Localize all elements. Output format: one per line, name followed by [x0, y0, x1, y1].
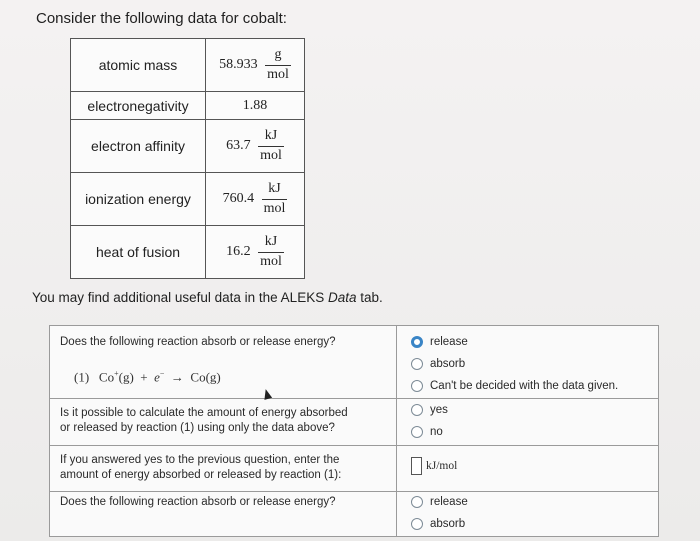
- question-column: [50, 326, 397, 536]
- radio-release-2[interactable]: [411, 496, 423, 508]
- unit-denominator: mol: [267, 66, 289, 82]
- row-label: heat of fusion: [71, 226, 206, 279]
- value-number: 16.2: [226, 244, 251, 259]
- radio-yes[interactable]: [411, 404, 423, 416]
- question-absorb-release: Does the following reaction absorb or release energy?: [60, 336, 336, 348]
- radio-absorb[interactable]: [411, 358, 423, 370]
- option-release[interactable]: release: [411, 336, 468, 348]
- question-panel: [49, 325, 659, 537]
- table-row: [71, 120, 305, 173]
- row-value: [206, 226, 305, 279]
- data-tab-link[interactable]: Data: [327, 290, 357, 305]
- value-number: 1.88: [242, 97, 268, 113]
- energy-answer-field[interactable]: [411, 457, 457, 475]
- option-absorb-2[interactable]: absorb: [411, 518, 465, 530]
- question-calculable: Is it possible to calculate the amount of energy absorbed or released by reaction (1) using only the data above?: [60, 407, 348, 434]
- unit-numerator: g: [274, 47, 282, 63]
- energy-input[interactable]: [411, 457, 422, 475]
- option-cant-decide[interactable]: Can't be decided with the data given.: [411, 380, 618, 392]
- unit-fraction: [258, 234, 284, 269]
- radio-no[interactable]: [411, 426, 423, 438]
- table-row: [71, 173, 305, 226]
- row-label: atomic mass: [71, 39, 206, 92]
- option-absorb[interactable]: absorb: [411, 358, 465, 370]
- value-number: 63.7: [226, 138, 251, 153]
- question-absorb-release-2: Does the following reaction absorb or release energy?: [60, 496, 336, 508]
- table-row: [71, 92, 305, 120]
- table-row: [71, 39, 305, 92]
- question-enter-amount: If you answered yes to the previous question, enter the amount of energy absorbed or released by reaction (1):: [60, 454, 342, 481]
- unit-label: kJ/mol: [426, 460, 458, 472]
- unit-denominator: mol: [260, 147, 282, 163]
- value-number: 760.4: [222, 191, 255, 206]
- radio-release[interactable]: [411, 336, 423, 348]
- option-no[interactable]: no: [411, 426, 443, 438]
- answer-column: [397, 326, 658, 536]
- cobalt-data-table: [70, 38, 305, 279]
- table-row: [71, 226, 305, 279]
- reaction-equation: (1) Co+(g) + e− → Co(g): [74, 369, 221, 385]
- row-value: [206, 173, 305, 226]
- row-value: [206, 39, 305, 92]
- row-label: electronegativity: [71, 92, 206, 120]
- data-tab-note: You may find additional useful data in the ALEKS Data tab.: [32, 290, 383, 305]
- unit-fraction: [258, 128, 284, 163]
- page-heading: Consider the following data for cobalt:: [36, 10, 287, 27]
- unit-denominator: mol: [260, 253, 282, 269]
- unit-numerator: kJ: [264, 234, 278, 250]
- option-yes[interactable]: yes: [411, 404, 448, 416]
- radio-cant-decide[interactable]: [411, 380, 423, 392]
- option-release-2[interactable]: release: [411, 496, 468, 508]
- row-label: electron affinity: [71, 120, 206, 173]
- radio-absorb-2[interactable]: [411, 518, 423, 530]
- row-label: ionization energy: [71, 173, 206, 226]
- unit-numerator: kJ: [264, 128, 278, 144]
- row-value: [206, 92, 305, 120]
- unit-numerator: kJ: [268, 181, 281, 197]
- unit-denominator: mol: [263, 200, 286, 216]
- unit-fraction: [262, 181, 288, 216]
- unit-fraction: [265, 47, 291, 82]
- row-value: [206, 120, 305, 173]
- value-number: 58.933: [219, 57, 258, 72]
